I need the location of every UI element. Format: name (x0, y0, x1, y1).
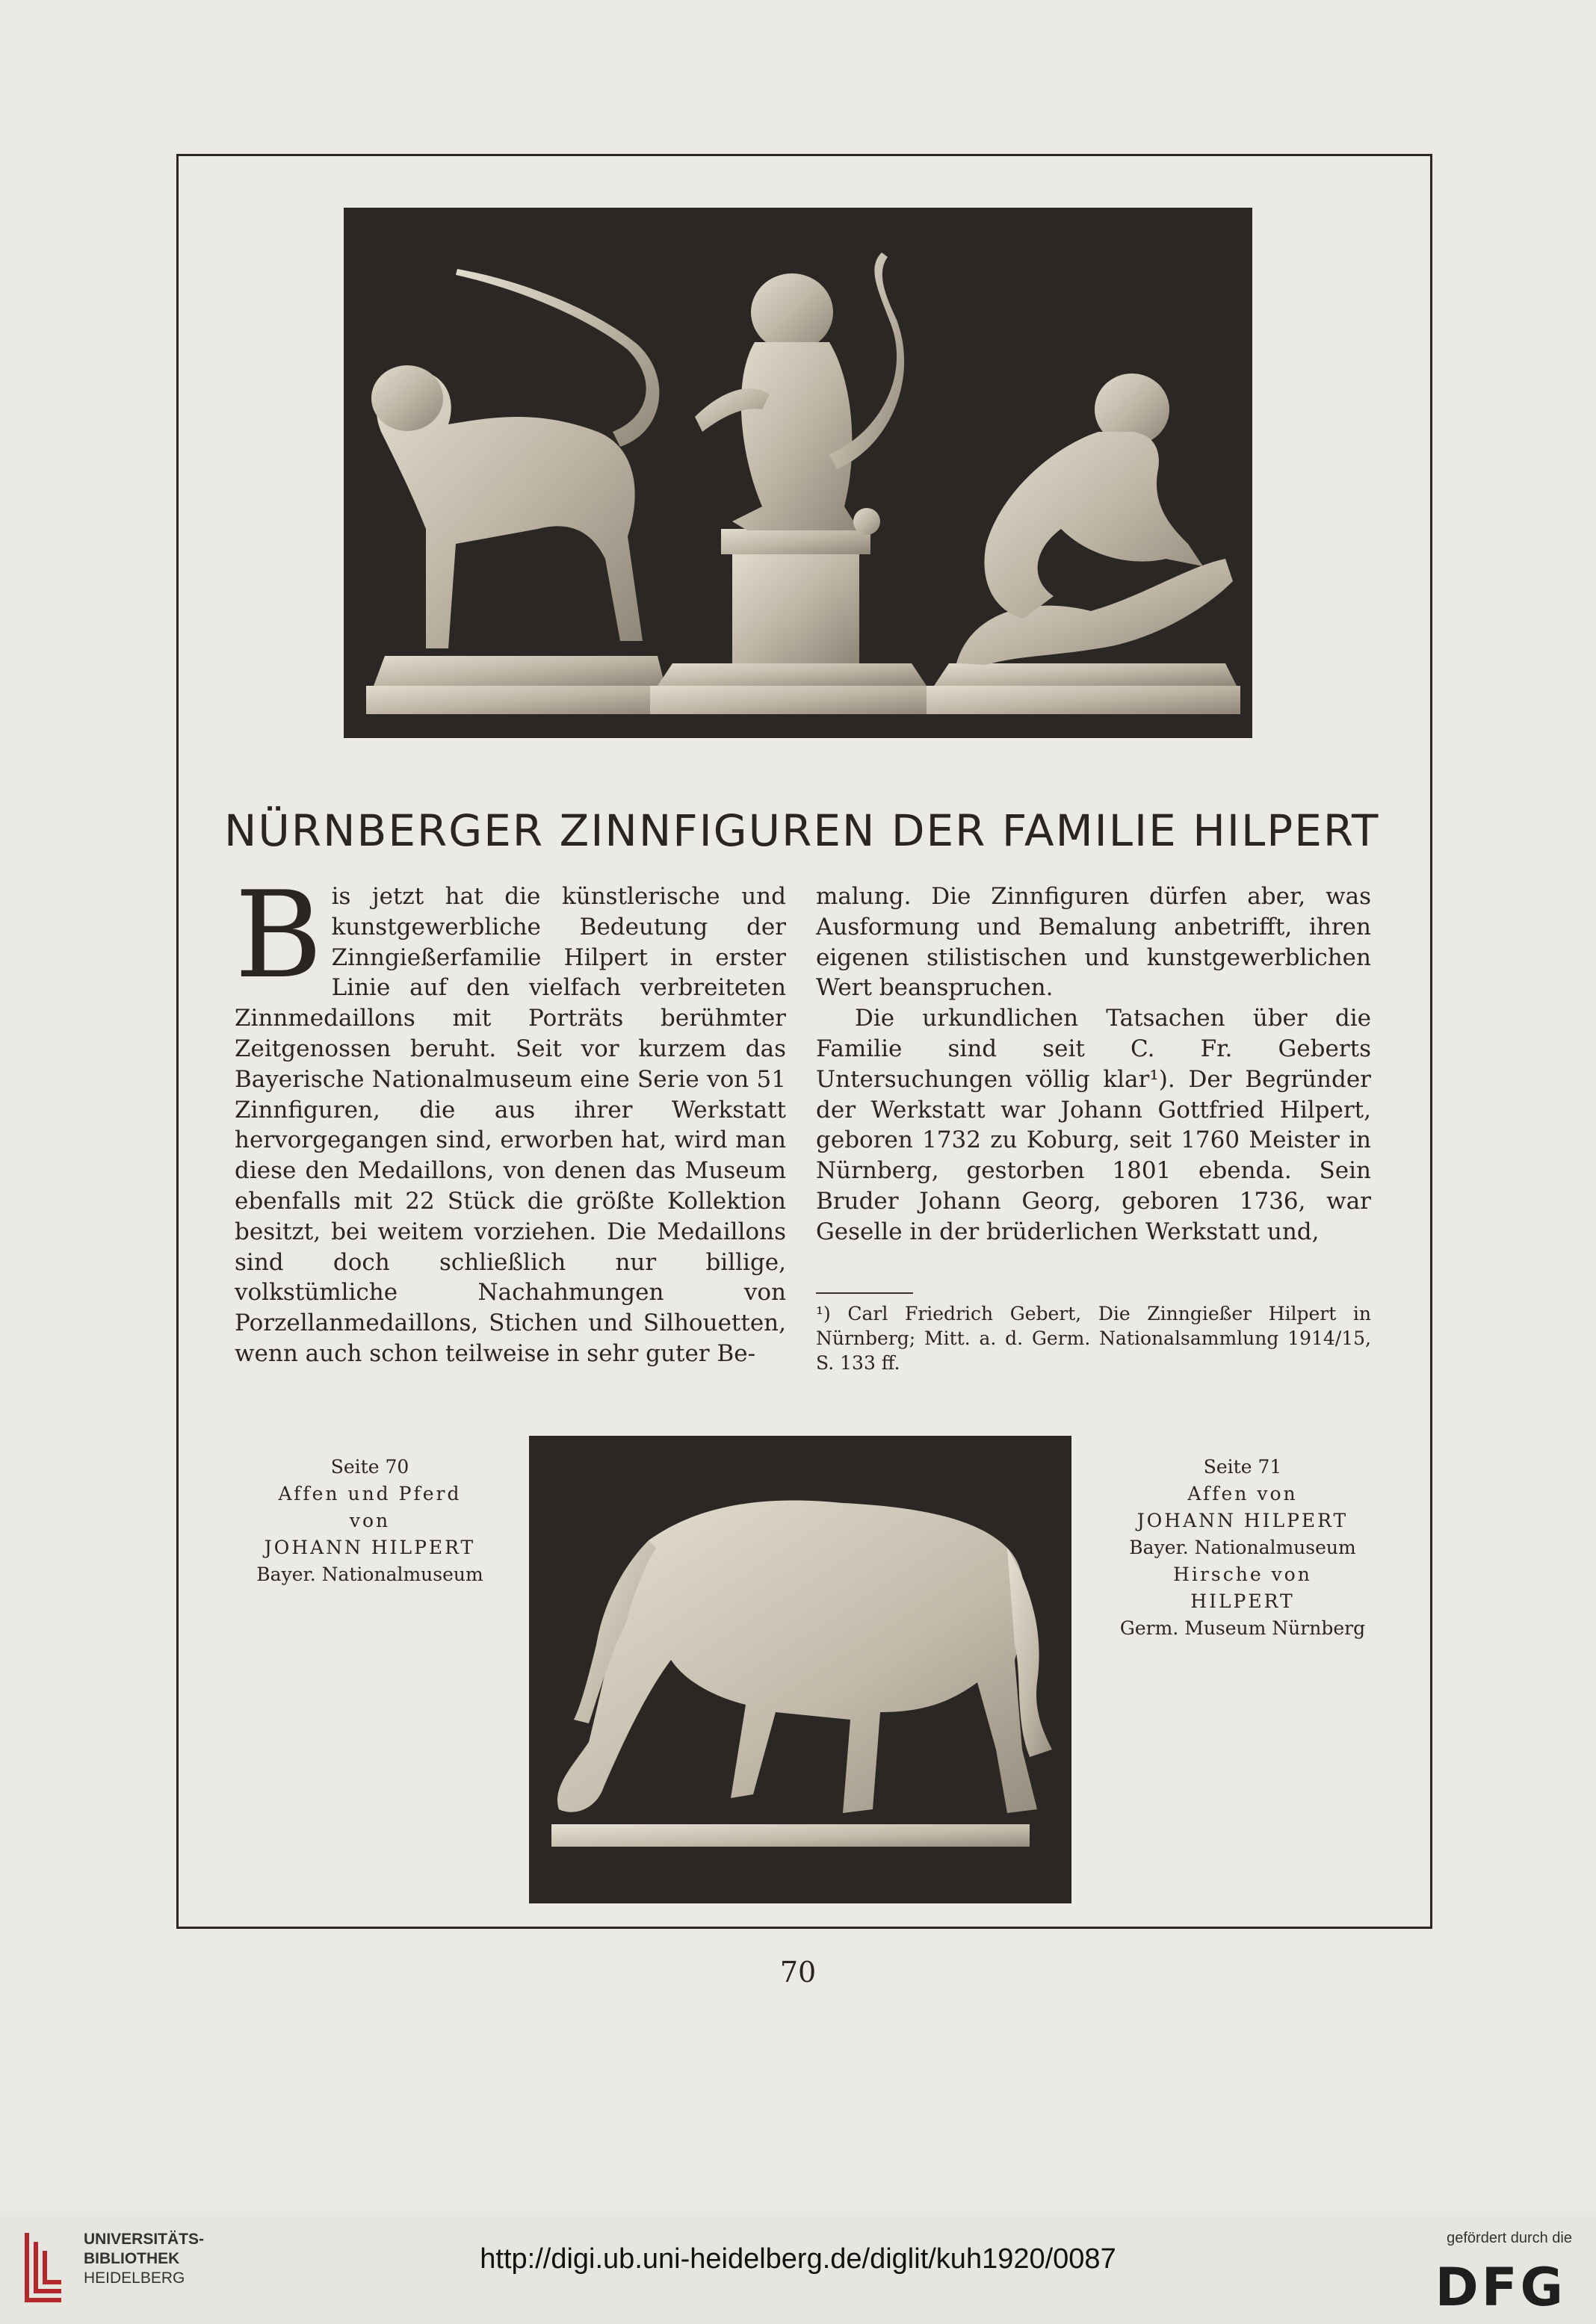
permalink-url[interactable]: http://digi.ub.uni-heidelberg.de/diglit/kuh1920/0087 (480, 2243, 1116, 2275)
text-column-left (235, 865, 786, 1369)
climbing-monkey-figure (927, 374, 1240, 714)
body-paragraph: Die urkundlichen Tatsachen über die Familie sind seit C. Fr. Geberts Untersuchungen völlig klar¹). Der Begründer der Werkstatt war Johann Gottfried Hilpert, geboren 1732 zu Koburg, seit 1760 Meister in Nürnberg, gestorben 1801 ebenda. Sein Bruder Johann Georg, geboren 1736, war Geselle in der brüderlichen Werkstatt und, (816, 1005, 1371, 1245)
paragraph-text: is jetzt hat die künstlerische und kunstgewerbliche Bedeutung der Zinngießerfamilie Hilpert in erster Linie auf den vielfach verbreiteten Zinnmedaillons mit Porträts berühmter Zeitgenossen beruht. Seit vor kurzem das Bayerische Nationalmuseum eine Serie von 51 Zinnfiguren, die aus ihrer Werkstatt hervorgegangen sind, erworben hat, wird man diese den Medaillons, von denen das Museum ebenfalls mit 22 Stück die größte Kollektion besitzt, bei weitem vorziehen. Die Medaillons sind doch schließlich nur billige, volkstümliche Nachahmungen von Porzellanmedaillons, Stichen und Silhouetten, wenn auch schon teilweise in sehr guter Be- (235, 883, 786, 1367)
seated-monkey-figure (650, 252, 934, 714)
standing-monkey-figure (366, 269, 672, 714)
monkeys-illustration (344, 208, 1252, 738)
horse-illustration (529, 1436, 1071, 1903)
body-paragraph: malung. Die Zinnfiguren dürfen aber, was Ausformung und Bemalung anbetrifft, ihren eigenen stilistischen und kunstgewerblichen Wert beanspruchen. (816, 883, 1371, 1002)
caption-left (224, 1454, 516, 1588)
caption-line: Germ. Museum Nürnberg (1119, 1617, 1366, 1639)
caption-line: Bayer. Nationalmuseum (256, 1564, 483, 1585)
library-name-line: BIBLIOTHEK (84, 2250, 180, 2267)
caption-line: Seite 70 (330, 1456, 409, 1478)
funding-note: gefördert durch die (1447, 2230, 1572, 2246)
caption-line: Affen und Pferd (278, 1483, 462, 1505)
text-column-right (816, 881, 1371, 1248)
library-name-line: HEIDELBERG (84, 2269, 185, 2287)
monkeys-photo (344, 208, 1252, 738)
caption-line: Affen von (1187, 1483, 1298, 1505)
caption-line: Bayer. Nationalmuseum (1129, 1537, 1356, 1558)
body-paragraph (235, 865, 786, 1369)
dfg-logo: DFG (1435, 2257, 1566, 2318)
caption-line: von (349, 1510, 391, 1531)
footnote: ¹) Carl Friedrich Gebert, Die Zinngießer Hilpert in Nürnberg; Mitt. a. d. Germ. Nationalsammlung 1914/15, S. 133 ff. (816, 1303, 1371, 1374)
digitization-footer (0, 2212, 1596, 2324)
article-headline: NÜRNBERGER ZINNFIGUREN DER FAMILIE HILPERT (224, 805, 1380, 856)
drop-cap: B (235, 865, 323, 1005)
horse-figure (551, 1501, 1052, 1847)
caption-line: Hirsche von (1173, 1564, 1312, 1585)
caption-line: JOHANN HILPERT (264, 1537, 476, 1558)
library-name-line: UNIVERSITÄTS- (84, 2231, 205, 2248)
caption-line: HILPERT (1190, 1590, 1295, 1612)
footnote-divider (816, 1292, 913, 1294)
caption-right (1097, 1454, 1388, 1642)
horse-photo (529, 1436, 1071, 1903)
caption-line: Seite 71 (1203, 1456, 1282, 1478)
caption-line: JOHANN HILPERT (1136, 1510, 1349, 1531)
page-number: 70 (779, 1956, 817, 1989)
